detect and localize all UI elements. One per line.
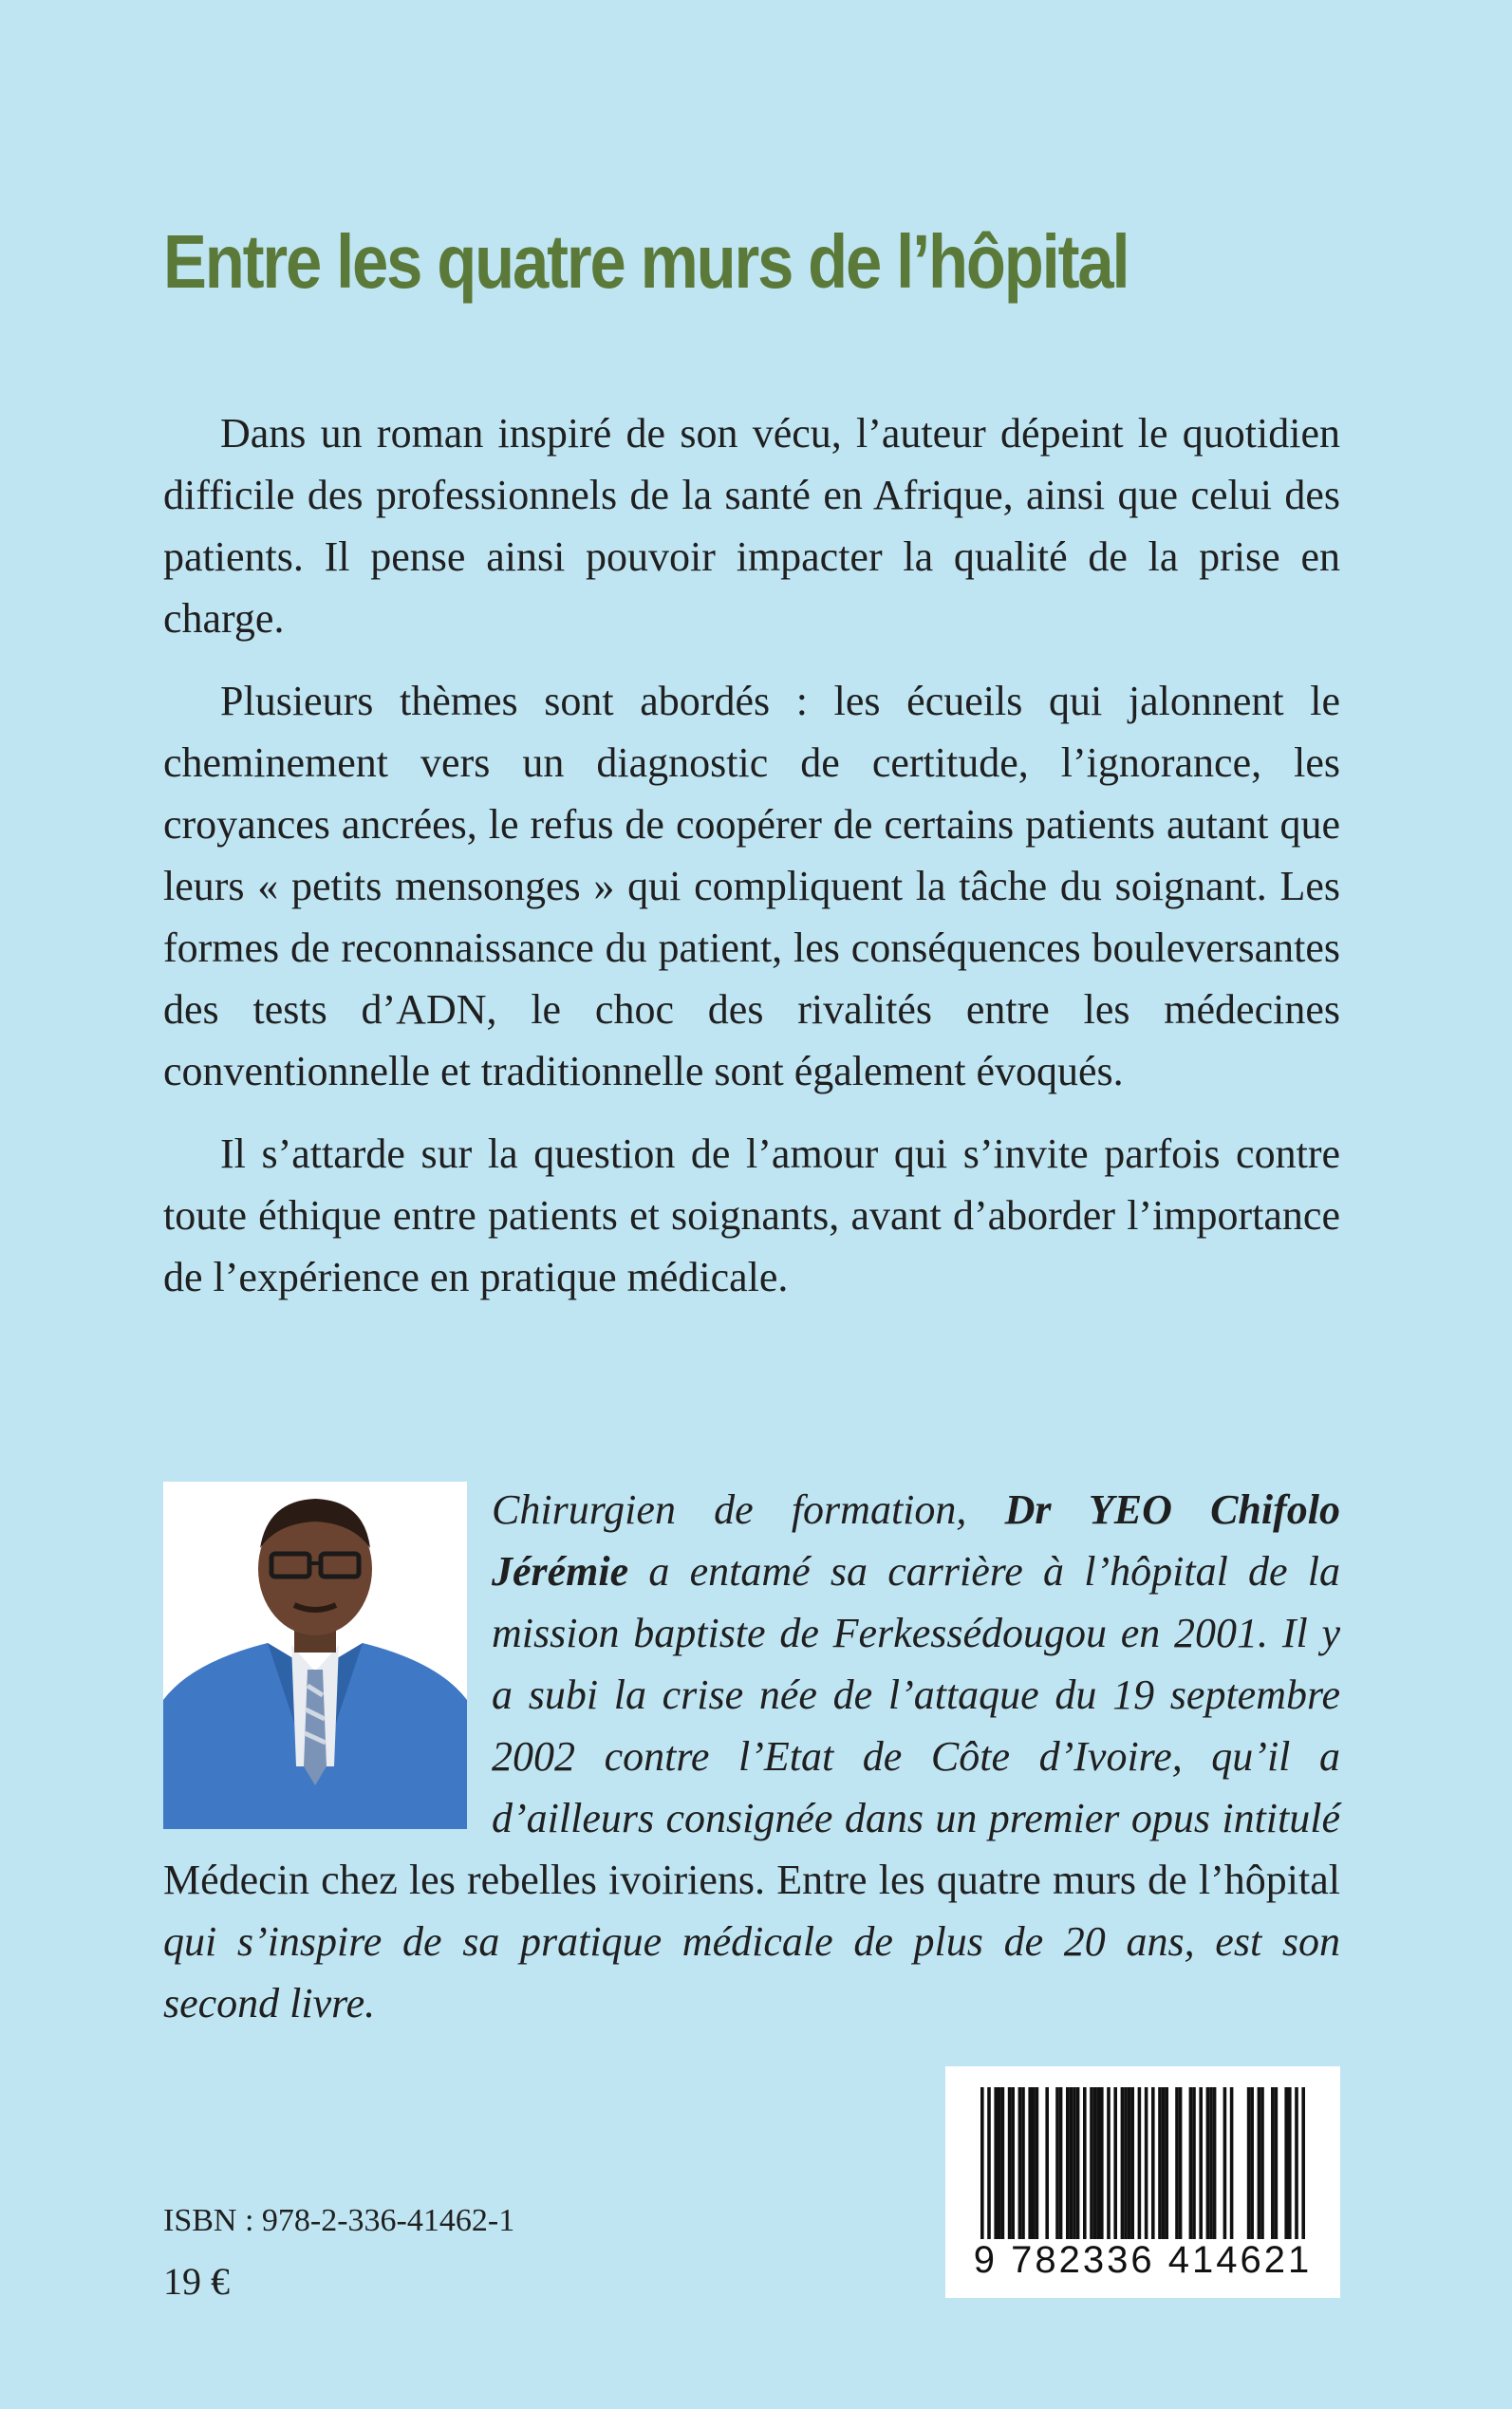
barcode-bar [1138,2087,1142,2239]
barcode-bar [1036,2087,1039,2239]
barcode-bar [1096,2087,1100,2239]
barcode-bar [1076,2087,1080,2239]
barcode-bar [998,2087,1001,2239]
barcode-bar [994,2087,998,2239]
barcode-bar [1093,2087,1097,2239]
author-portrait-icon [163,1482,467,1829]
barcode-bar [1206,2087,1210,2239]
synopsis-paragraph: Plusieurs thèmes sont abordés : les écueils qui jalonnent le cheminement vers un diagnostic de certitude, l’ignorance, les croyances ancrées, le refus de coopérer de certains patients autant que leurs « petits mensonges » qui compliquent la tâche du soignant. Les formes de reconnaissance du patient, les conséquences bouleversantes des tests d’ADN, le choc des rivalités entre les médecines conventionnelle et traditionnelle sont également évoqués. [163,678,1340,1094]
barcode-bar [1121,2087,1125,2239]
barcode-bar [1192,2087,1196,2239]
barcode-bar [987,2087,991,2239]
barcode-bar [1107,2087,1111,2239]
barcode-digits: 9 782336 414621 [973,2239,1313,2281]
barcode-bar [1189,2087,1193,2239]
barcode-bar [1130,2087,1134,2239]
barcode-bar [1275,2087,1279,2239]
barcode-bar [1083,2087,1087,2239]
barcode-bar [1008,2087,1012,2239]
barcode-bar [1059,2087,1063,2239]
barcode-bar [1113,2087,1117,2239]
barcode-bar [1175,2087,1179,2239]
barcode-bar [1271,2087,1275,2239]
synopsis-paragraph: Il s’attarde sur la question de l’amour qui s’invite parfois contre toute éthique entre patients et soignants, avant d’aborder l’importance de l’expérience en pratique médicale. [163,1130,1340,1300]
first-book-title: Médecin chez les rebelles ivoiriens. [163,1857,766,1903]
barcode-bar [1288,2087,1292,2239]
barcode-bar [980,2087,984,2239]
book-title: Entre les quatre murs de l’hôpital [163,219,1129,304]
barcode-bar [1209,2087,1213,2239]
barcode-bar [1124,2087,1128,2239]
barcode-bar [1158,2087,1162,2239]
barcode-bar [1070,2087,1073,2239]
barcode-bar [1230,2087,1234,2239]
bio-between [765,1857,776,1903]
barcode-bar [1301,2087,1305,2239]
second-book-title: Entre les quatre murs de l’hôpital [776,1857,1340,1903]
barcode-bar [1250,2087,1254,2239]
author-name: Dr YEO Chifolo Jérémie [492,1486,1341,1595]
price: 19 € [163,2260,230,2303]
synopsis [163,402,1340,1329]
author-bio [163,1479,1340,2034]
barcode-bar [1258,2087,1261,2239]
bio-middle: a entamé sa carrière à l’hôpital de la mission baptiste de Ferkessédougou en 2001. Il y a subi la crise née de l’attaque du 19 septembre 2002 contre l’Etat de Côte d’Ivoire, qu’il a d’ailleurs consignée dans un premier opus intitulé [492,1548,1340,1841]
barcode [945,2066,1340,2298]
isbn: ISBN : 978-2-336-41462-1 [163,2203,515,2238]
barcode-bar [1165,2087,1168,2239]
barcode-bar [1055,2087,1059,2239]
barcode-bar [1223,2087,1227,2239]
barcode-bar [1284,2087,1288,2239]
bio-intro: Chirurgien de formation, [492,1486,1005,1533]
barcode-bar [1090,2087,1093,2239]
barcode-bar [1028,2087,1032,2239]
barcode-bar [1128,2087,1131,2239]
barcode-bar [1021,2087,1025,2239]
barcode-bar [1199,2087,1203,2239]
author-photo [163,1482,467,1829]
barcode-bar [1213,2087,1217,2239]
bio-outro: qui s’inspire de sa pratique médicale de plus de 20 ans, est son second livre. [163,1918,1340,2026]
barcode-bar [1100,2087,1104,2239]
barcode-bar [1145,2087,1148,2239]
barcode-bar [1162,2087,1166,2239]
barcode-bar [1018,2087,1022,2239]
synopsis-paragraph: Dans un roman inspiré de son vécu, l’auteur dépeint le quotidien difficile des professionnels de la santé en Afrique, ainsi que celui des patients. Il pense ainsi pouvoir impacter la qualité de la prise en charge. [163,410,1340,642]
barcode-bar [1045,2087,1049,2239]
barcode-bar [1179,2087,1183,2239]
barcode-bar [1260,2087,1264,2239]
barcode-bar [1295,2087,1298,2239]
barcode-bar [1032,2087,1036,2239]
barcode-bar [1151,2087,1155,2239]
barcode-bar [1001,2087,1005,2239]
barcode-bar [1247,2087,1251,2239]
barcode-bar [1011,2087,1015,2239]
barcode-bar [1066,2087,1070,2239]
barcode-bar [1073,2087,1076,2239]
